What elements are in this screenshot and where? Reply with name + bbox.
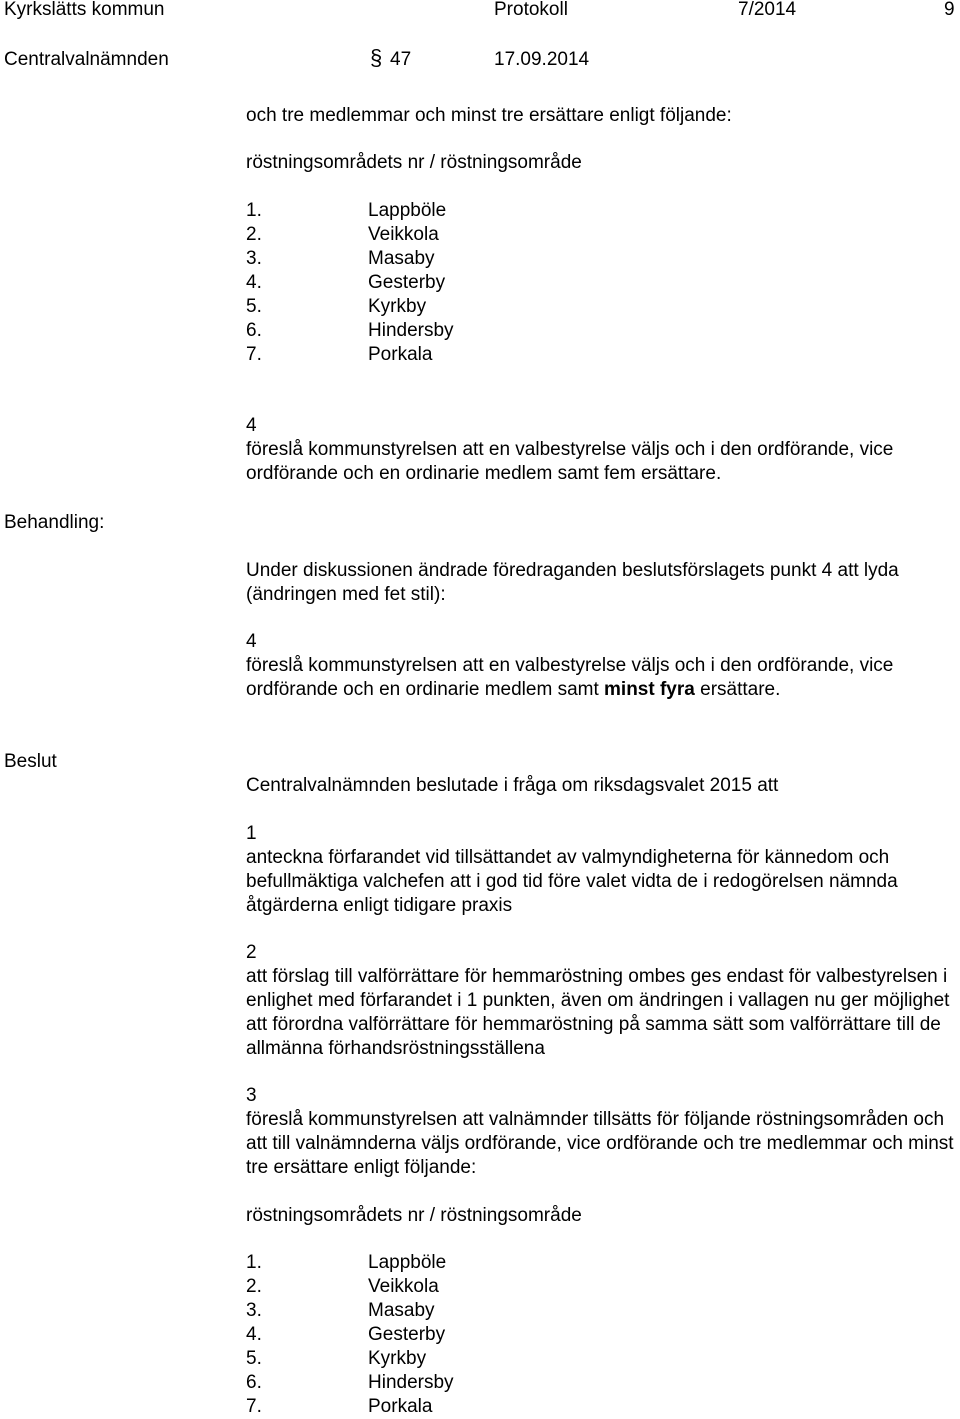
point-text: anteckna förfarandet vid tillsättandet av valmyndigheterna för kännedom och befullmäktiga valchefen att i god tid före valet vidta de i redogörelsen nämnda åtgärderna enligt tidigare praxis [246, 847, 898, 916]
item-number: 2. [246, 1276, 262, 1297]
amended-point-text [246, 654, 958, 702]
item-name: Masaby [368, 1300, 435, 1321]
item-number: 1. [246, 200, 262, 221]
point-number: 2 [246, 942, 257, 963]
item-number: 4. [246, 1324, 262, 1345]
item-name: Lappböle [368, 200, 447, 221]
area-list-heading: röstningsområdets nr / röstningsområde [246, 152, 582, 173]
document-type: Protokoll [494, 0, 568, 20]
item-name: Veikkola [368, 1276, 439, 1297]
amended-text-after: ersättare. [694, 679, 781, 700]
item-number: 5. [246, 1348, 262, 1369]
item-number: 3. [246, 248, 262, 269]
item-number: 2. [246, 224, 262, 245]
point-number: 4 [246, 631, 257, 652]
behandling-text: Under diskussionen ändrade föredraganden beslutsförslagets punkt 4 att lyda (ändringen med fet stil): [246, 560, 899, 605]
item-number: 5. [246, 296, 262, 317]
item-name: Kyrkby [368, 296, 427, 317]
municipality-name: Kyrkslätts kommun [4, 0, 165, 20]
point-text: föreslå kommunstyrelsen att valnämnder tillsätts för följande röstningsområden och att till valnämnderna väljs ordförande, vice ordförande och tre medlemmar och minst tre ersättare enligt följande: [246, 1109, 954, 1178]
item-name: Hindersby [368, 320, 454, 341]
amended-text-before: föreslå kommunstyrelsen att en valbestyrelse väljs och i den ordförande, vice ordförande och en ordinarie medlem samt [246, 655, 894, 700]
item-name: Gesterby [368, 1324, 446, 1345]
item-name: Lappböle [368, 1252, 447, 1273]
meeting-date: 17.09.2014 [494, 49, 590, 70]
point-number: 1 [246, 823, 257, 844]
item-number: 7. [246, 1396, 262, 1417]
beslut-label: Beslut [4, 751, 57, 772]
point-number: 3 [246, 1085, 257, 1106]
item-number: 6. [246, 1372, 262, 1393]
item-name: Kyrkby [368, 1348, 427, 1369]
item-number: 1. [246, 1252, 262, 1273]
item-number: 6. [246, 320, 262, 341]
point-text: föreslå kommunstyrelsen att en valbestyrelse väljs och i den ordförande, vice ordförande och en ordinarie medlem samt fem ersättare. [246, 439, 894, 484]
section-mark: § [370, 45, 383, 70]
point-number: 4 [246, 415, 257, 436]
point-text: att förslag till valförrättare för hemmaröstning ombes ges endast för valbestyrelsen i enlighet med förfarandet i 1 punkten, även om ändringen i vallagen nu ger möjlighet att förordna valförrättare för hemmaröstning på samma sätt som valförrättare till de allmänna förhandsröstningsställena [246, 966, 950, 1059]
item-number: 3. [246, 1300, 262, 1321]
item-name: Porkala [368, 344, 433, 365]
intro-text: och tre medlemmar och minst tre ersättare enligt följande: [246, 105, 732, 126]
committee-name: Centralvalnämnden [4, 49, 169, 70]
item-name: Gesterby [368, 272, 446, 293]
item-number: 4. [246, 272, 262, 293]
protocol-number: 7/2014 [738, 0, 797, 20]
amended-text-bold: minst fyra [604, 679, 695, 700]
item-name: Porkala [368, 1396, 433, 1417]
behandling-label: Behandling: [4, 512, 105, 533]
item-name: Masaby [368, 248, 435, 269]
area-list-heading: röstningsområdets nr / röstningsområde [246, 1205, 582, 1226]
item-name: Hindersby [368, 1372, 454, 1393]
item-name: Veikkola [368, 224, 439, 245]
beslut-intro: Centralvalnämnden beslutade i fråga om riksdagsvalet 2015 att [246, 775, 779, 796]
section-number: 47 [390, 49, 412, 70]
page-number: 9 [944, 0, 955, 20]
item-number: 7. [246, 344, 262, 365]
